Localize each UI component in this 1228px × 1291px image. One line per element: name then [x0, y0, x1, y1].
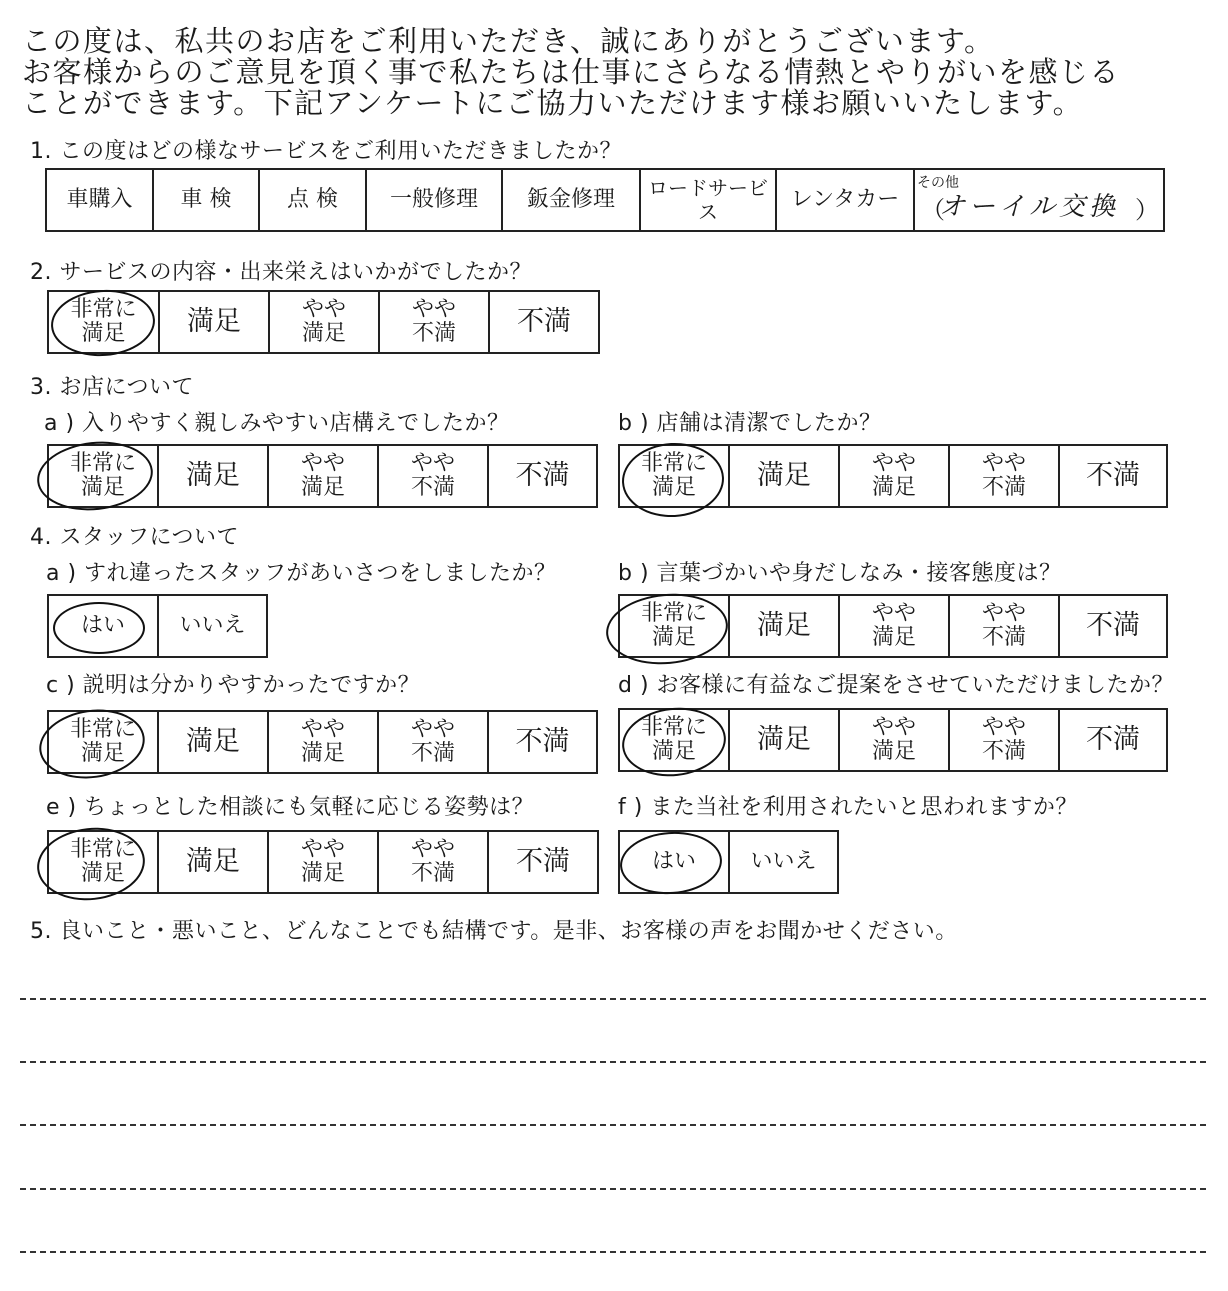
- q4e-option-dissatisfied[interactable]: 不満: [516, 846, 570, 877]
- q1-option-rental-car[interactable]: レンタカー: [777, 170, 915, 230]
- q4f-option-yes[interactable]: はい: [620, 832, 730, 892]
- q4e-question: e ) ちょっとした相談にも気軽に応じる姿勢は？: [46, 795, 535, 820]
- q3-heading: 3. お店について: [30, 375, 195, 400]
- q2-option-somewhat-satisfied[interactable]: やや 満足: [270, 292, 380, 352]
- comment-line-3[interactable]: [20, 1124, 1206, 1126]
- q3b-option-satisfied[interactable]: 満足: [730, 446, 840, 506]
- q3b-option-somewhat-satisfied[interactable]: やや 満足: [840, 446, 950, 506]
- q3a-option-very-satisfied[interactable]: 非常に 満足: [49, 446, 159, 506]
- q4d-option-dissatisfied[interactable]: 不満: [1086, 724, 1140, 755]
- q4a-option-no[interactable]: いいえ: [179, 613, 246, 638]
- q4c-option-dissatisfied[interactable]: 不満: [515, 726, 570, 757]
- q4a-yesno-row: [47, 594, 268, 658]
- q4d-question: d ) お客様に有益なご提案をさせていただけましたか？: [618, 673, 1175, 698]
- q3b-option-dissatisfied[interactable]: 不満: [1086, 460, 1140, 491]
- q4b-option-very-satisfied[interactable]: 非常に 満足: [620, 596, 730, 656]
- q4b-question: b ) 言葉づかいや身だしなみ・接客態度は？: [618, 561, 1062, 586]
- comment-line-2[interactable]: [20, 1061, 1206, 1063]
- q2-option-dissatisfied[interactable]: 不満: [517, 306, 571, 337]
- q4c-option-satisfied[interactable]: 満足: [159, 712, 269, 772]
- intro-line-2: お客様からのご意見を頂く事で私たちは仕事にさらなる情熱とやりがいを感じる: [22, 55, 1121, 89]
- q2-question: 2. サービスの内容・出来栄えはいかがでしたか？: [30, 260, 532, 285]
- q4d-option-satisfied[interactable]: 満足: [730, 710, 840, 770]
- q4f-question: f ) また当社を利用されたいと思われますか？: [618, 795, 1078, 820]
- q1-option-check[interactable]: 点 検: [260, 170, 367, 230]
- q3a-scale-row: [47, 444, 598, 508]
- q4b-option-satisfied[interactable]: 満足: [730, 596, 840, 656]
- q1-option-general-repair[interactable]: 一般修理: [367, 170, 503, 230]
- q1-other-handwritten: オーイル交換: [939, 192, 1120, 222]
- q4d-option-very-satisfied[interactable]: 非常に 満足: [620, 710, 730, 770]
- q4d-option-somewhat-dissatisfied[interactable]: やや 不満: [950, 710, 1060, 770]
- q5-question: 5. 良いこと・悪いこと、どんなことでも結構です。是非、お客様の声をお聞かせください。: [30, 919, 958, 944]
- q2-option-very-satisfied[interactable]: 非常に 満足: [49, 292, 160, 352]
- q3b-option-very-satisfied[interactable]: 非常に 満足: [620, 446, 730, 506]
- q1-other-close-paren: ）: [1135, 196, 1159, 224]
- q2-option-somewhat-dissatisfied[interactable]: やや 不満: [380, 292, 490, 352]
- q4e-option-very-satisfied[interactable]: 非常に 満足: [49, 832, 159, 892]
- q3b-scale-row: [618, 444, 1168, 508]
- q4f-yesno-row: [618, 830, 839, 894]
- q4e-option-somewhat-dissatisfied[interactable]: やや 不満: [379, 832, 489, 892]
- comment-line-1[interactable]: [20, 998, 1206, 1000]
- q3a-option-somewhat-dissatisfied[interactable]: やや 不満: [379, 446, 489, 506]
- q4a-question: a ) すれ違ったスタッフがあいさつをしましたか？: [46, 561, 557, 586]
- q1-option-road-service[interactable]: ロードサービス: [641, 170, 777, 230]
- comment-line-5[interactable]: [20, 1251, 1206, 1253]
- q1-question: 1. この度はどの様なサービスをご利用いただきましたか？: [30, 139, 622, 164]
- q4c-option-very-satisfied[interactable]: 非常に 満足: [49, 712, 159, 772]
- q1-other-label: その他: [917, 175, 959, 191]
- q4b-option-dissatisfied[interactable]: 不満: [1086, 610, 1140, 641]
- q4c-option-somewhat-dissatisfied[interactable]: やや 不満: [379, 712, 489, 772]
- q1-option-inspection[interactable]: 車 検: [154, 170, 260, 230]
- q4c-scale-row: [47, 710, 598, 774]
- q4e-scale-row: [47, 830, 599, 894]
- q1-options-row: [45, 168, 1165, 232]
- q4e-option-somewhat-satisfied[interactable]: やや 満足: [269, 832, 379, 892]
- q1-other-open-paren: （: [921, 196, 945, 224]
- q4c-option-somewhat-satisfied[interactable]: やや 満足: [269, 712, 379, 772]
- q1-option-car-purchase[interactable]: 車購入: [47, 170, 154, 230]
- q4b-option-somewhat-dissatisfied[interactable]: やや 不満: [950, 596, 1060, 656]
- q2-scale-row: [47, 290, 600, 354]
- q3b-option-somewhat-dissatisfied[interactable]: やや 不満: [950, 446, 1060, 506]
- comment-line-4[interactable]: [20, 1188, 1206, 1190]
- q1-option-body-repair[interactable]: 鈑金修理: [503, 170, 641, 230]
- q4a-option-yes[interactable]: はい: [49, 596, 159, 656]
- q1-option-other[interactable]: [915, 170, 1163, 230]
- intro-line-3: ことができます。下記アンケートにご協力いただけます様お願いいたします。: [22, 86, 1084, 120]
- q4c-question: c ) 説明は分かりやすかったですか？: [46, 673, 421, 698]
- q4d-option-somewhat-satisfied[interactable]: やや 満足: [840, 710, 950, 770]
- q4e-option-satisfied[interactable]: 満足: [159, 832, 269, 892]
- q3a-option-somewhat-satisfied[interactable]: やや 満足: [269, 446, 379, 506]
- q4b-option-somewhat-satisfied[interactable]: やや 満足: [840, 596, 950, 656]
- q3a-option-dissatisfied[interactable]: 不満: [515, 460, 570, 491]
- q4f-option-no[interactable]: いいえ: [750, 849, 817, 874]
- q3a-question: a ) 入りやすく親しみやすい店構えでしたか？: [44, 411, 510, 436]
- q3b-question: b ) 店舗は清潔でしたか？: [618, 411, 882, 436]
- intro-text: [22, 26, 1212, 119]
- q4-heading: 4. スタッフについて: [30, 525, 240, 550]
- q3a-option-satisfied[interactable]: 満足: [159, 446, 269, 506]
- q4d-scale-row: [618, 708, 1168, 772]
- q2-option-satisfied[interactable]: 満足: [160, 292, 270, 352]
- intro-line-1: この度は、私共のお店をご利用いただき、誠にありがとうございます。: [22, 24, 995, 58]
- q4b-scale-row: [618, 594, 1168, 658]
